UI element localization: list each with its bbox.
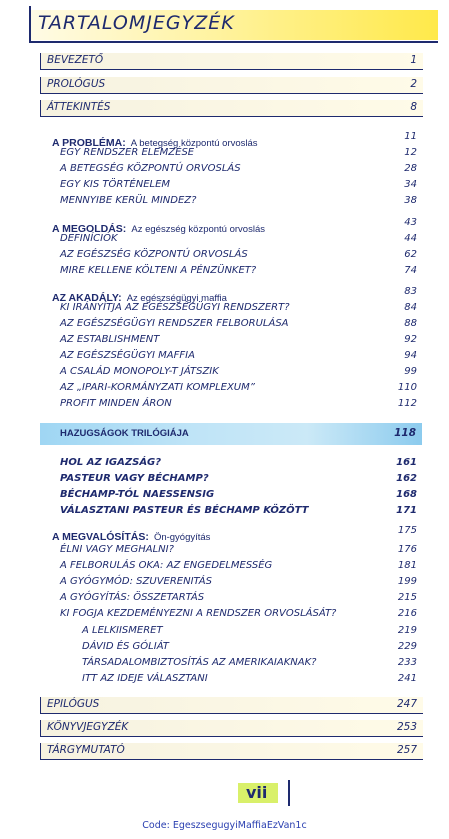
toc-page: 1: [410, 54, 417, 66]
toc-entry[interactable]: [60, 473, 417, 487]
toc-page: 219: [397, 625, 417, 636]
toc-entry[interactable]: [60, 350, 417, 364]
section-subtitle: A betegség központú orvoslás: [130, 138, 258, 149]
toc-page: 168: [396, 489, 417, 500]
toc-entry[interactable]: [60, 318, 417, 332]
section-page: 43: [404, 217, 417, 228]
toc-page: 28: [404, 163, 417, 174]
toc-label: MIRE KELLENE KÖLTENI A PÉNZÜNKET?: [60, 265, 257, 276]
toc-label: A GYÓGYMÓD: SZUVERENITÁS: [60, 576, 212, 587]
section-page: 175: [397, 525, 417, 536]
toc-label: VÁLASZTANI PASTEUR ÉS BÉCHAMP KÖZÖTT: [60, 505, 309, 516]
footer-code: Code: EgeszsegugyiMaffiaEzVan1c: [142, 820, 307, 831]
toc-entry[interactable]: [60, 233, 417, 247]
section-page: 11: [404, 131, 417, 142]
toc-label: AZ EGÉSZSÉGÜGYI MAFFIA: [60, 350, 195, 361]
toc-label: AZ EGÉSZSÉGÜGYI RENDSZER FELBORULÁSA: [60, 318, 289, 329]
section-subtitle: Az egészség központú orvoslás: [131, 224, 265, 235]
toc-entry[interactable]: [60, 249, 417, 263]
toc-label: A CSALÁD MONOPOLY-T JÁTSZIK: [60, 366, 219, 377]
toc-entry[interactable]: [60, 576, 417, 590]
toc-label: DÁVID ÉS GÓLIÁT: [82, 641, 169, 652]
toc-box-bevezeto[interactable]: [40, 53, 423, 70]
toc-page: 62: [404, 249, 417, 260]
section-page: 83: [404, 286, 417, 297]
toc-label: ITT AZ IDEJE VÁLASZTANI: [82, 673, 208, 684]
toc-label: EGY KIS TÖRTÉNELEM: [60, 179, 171, 190]
toc-entry[interactable]: [60, 334, 417, 348]
toc-label: KI IRÁNYÍTJA AZ EGÉSZSÉGÜGYI RENDSZERT?: [60, 302, 290, 313]
toc-entry[interactable]: [60, 163, 417, 177]
toc-page: 84: [404, 302, 417, 313]
toc-page: 161: [396, 457, 417, 468]
section-subtitle: Az egészségügyi maffia: [126, 293, 227, 304]
toc-entry[interactable]: [60, 195, 417, 209]
toc-entry[interactable]: [60, 608, 417, 622]
toc-page: 241: [397, 673, 417, 684]
toc-page: 162: [396, 473, 417, 484]
toc-entry[interactable]: [60, 366, 417, 380]
toc-entry[interactable]: [60, 592, 417, 606]
toc-label: TÁRSADALOMBIZTOSÍTÁS AZ AMERIKAIAKNAK?: [82, 657, 317, 668]
toc-page: 34: [404, 179, 417, 190]
toc-label: A FELBORULÁS OKA: AZ ENGEDELMESSÉG: [60, 560, 273, 571]
toc-label: PASTEUR VAGY BÉCHAMP?: [60, 473, 209, 484]
toc-label: A BETEGSÉG KÖZPONTÚ ORVOSLÁS: [60, 163, 241, 174]
toc-subentry[interactable]: [82, 625, 417, 639]
toc-page: 247: [396, 698, 417, 710]
toc-box-konyvjegyzek[interactable]: [40, 720, 423, 737]
toc-subentry[interactable]: [82, 657, 417, 671]
toc-entry[interactable]: [60, 489, 417, 503]
toc-label: HAZUGSÁGOK TRILÓGIÁJA: [60, 428, 189, 439]
section-header-akadaly[interactable]: [52, 286, 417, 304]
toc-subentry[interactable]: [82, 673, 417, 687]
section-title: A PROBLÉMA:: [52, 137, 126, 149]
toc-box-targymutato[interactable]: [40, 743, 423, 760]
toc-page: 8: [410, 101, 417, 113]
toc-page: 215: [397, 592, 417, 603]
section-subtitle: Ön-gyógyítás: [153, 532, 211, 543]
toc-label: AZ „IPARI-KORMÁNYZATI KOMPLEXUM”: [60, 382, 255, 393]
toc-entry[interactable]: [60, 147, 417, 161]
toc-entry[interactable]: [60, 505, 417, 519]
toc-label: BEVEZETŐ: [47, 54, 104, 66]
toc-page: 12: [404, 147, 417, 158]
toc-page: 88: [404, 318, 417, 329]
toc-label: A LELKIISMERET: [82, 625, 163, 636]
toc-label: PROFIT MINDEN ÁRON: [60, 398, 172, 409]
toc-label: AZ ESTABLISHMENT: [60, 334, 160, 345]
toc-entry[interactable]: [60, 179, 417, 193]
page-number-rule: [288, 780, 290, 806]
toc-label: AZ EGÉSZSÉG KÖZPONTÚ ORVOSLÁS: [60, 249, 248, 260]
toc-entry[interactable]: [60, 398, 417, 412]
toc-page: 229: [397, 641, 417, 652]
toc-page: 94: [404, 350, 417, 361]
toc-label: KI FOGJA KEZDEMÉNYEZNI A RENDSZER ORVOSLÁSÁT?: [60, 608, 337, 619]
toc-page: 233: [397, 657, 417, 668]
page-title: TARTALOMJEGYZÉK: [38, 12, 235, 34]
toc-box-epilogus[interactable]: [40, 697, 423, 714]
toc-label: HOL AZ IGAZSÁG?: [60, 457, 162, 468]
toc-label: EPILÓGUS: [47, 698, 100, 710]
toc-page: 176: [397, 544, 417, 555]
toc-label: DEFINÍCIÓK: [60, 233, 118, 244]
section-title: A MEGVALÓSÍTÁS:: [52, 531, 149, 543]
toc-label: KÖNYVJEGYZÉK: [47, 721, 129, 733]
toc-label: PROLÓGUS: [47, 78, 106, 90]
toc-label: ÁTTEKINTÉS: [47, 101, 111, 113]
toc-box-prologus[interactable]: [40, 77, 423, 94]
toc-label: BÉCHAMP-TÓL NAESSENSIG: [60, 489, 215, 500]
toc-label: TÁRGYMUTATÓ: [47, 744, 125, 756]
toc-page: 253: [396, 721, 417, 733]
toc-page: 216: [397, 608, 417, 619]
toc-entry[interactable]: [60, 457, 417, 471]
section-header-problema[interactable]: [52, 131, 417, 149]
toc-label: ÉLNI VAGY MEGHALNI?: [60, 544, 174, 555]
section-title: A MEGOLDÁS:: [52, 223, 127, 235]
toc-page: 44: [404, 233, 417, 244]
toc-label: EGY RENDSZER ELEMZÉSE: [60, 147, 195, 158]
toc-label: MENNYIBE KERÜL MINDEZ?: [60, 195, 197, 206]
toc-page: 118: [394, 427, 416, 439]
toc-page: 110: [397, 382, 417, 393]
toc-page: 112: [397, 398, 417, 409]
page-number: vii: [246, 783, 268, 802]
toc-page: 257: [396, 744, 417, 756]
toc-subentry[interactable]: [82, 641, 417, 655]
toc-page: 181: [397, 560, 417, 571]
title-rule-horizontal: [29, 41, 438, 43]
toc-entry[interactable]: [60, 382, 417, 396]
toc-page: 92: [404, 334, 417, 345]
toc-entry[interactable]: [60, 302, 417, 316]
section-header-megoldas[interactable]: [52, 217, 417, 235]
toc-highlight-hazugsagok[interactable]: [40, 423, 422, 445]
toc-page: 2: [410, 78, 417, 90]
toc-page: 199: [397, 576, 417, 587]
toc-label: A GYÓGYÍTÁS: ÖSSZETARTÁS: [60, 592, 205, 603]
toc-entry[interactable]: [60, 544, 417, 558]
toc-page: 99: [404, 366, 417, 377]
toc-entry[interactable]: [60, 265, 417, 279]
section-header-megvalositas[interactable]: [52, 525, 417, 543]
title-rule-vertical: [29, 6, 31, 42]
toc-page: 74: [404, 265, 417, 276]
section-title: AZ AKADÁLY:: [52, 292, 122, 304]
toc-page: 38: [404, 195, 417, 206]
toc-box-attekintes[interactable]: [40, 100, 423, 117]
toc-page: 171: [396, 505, 417, 516]
toc-entry[interactable]: [60, 560, 417, 574]
